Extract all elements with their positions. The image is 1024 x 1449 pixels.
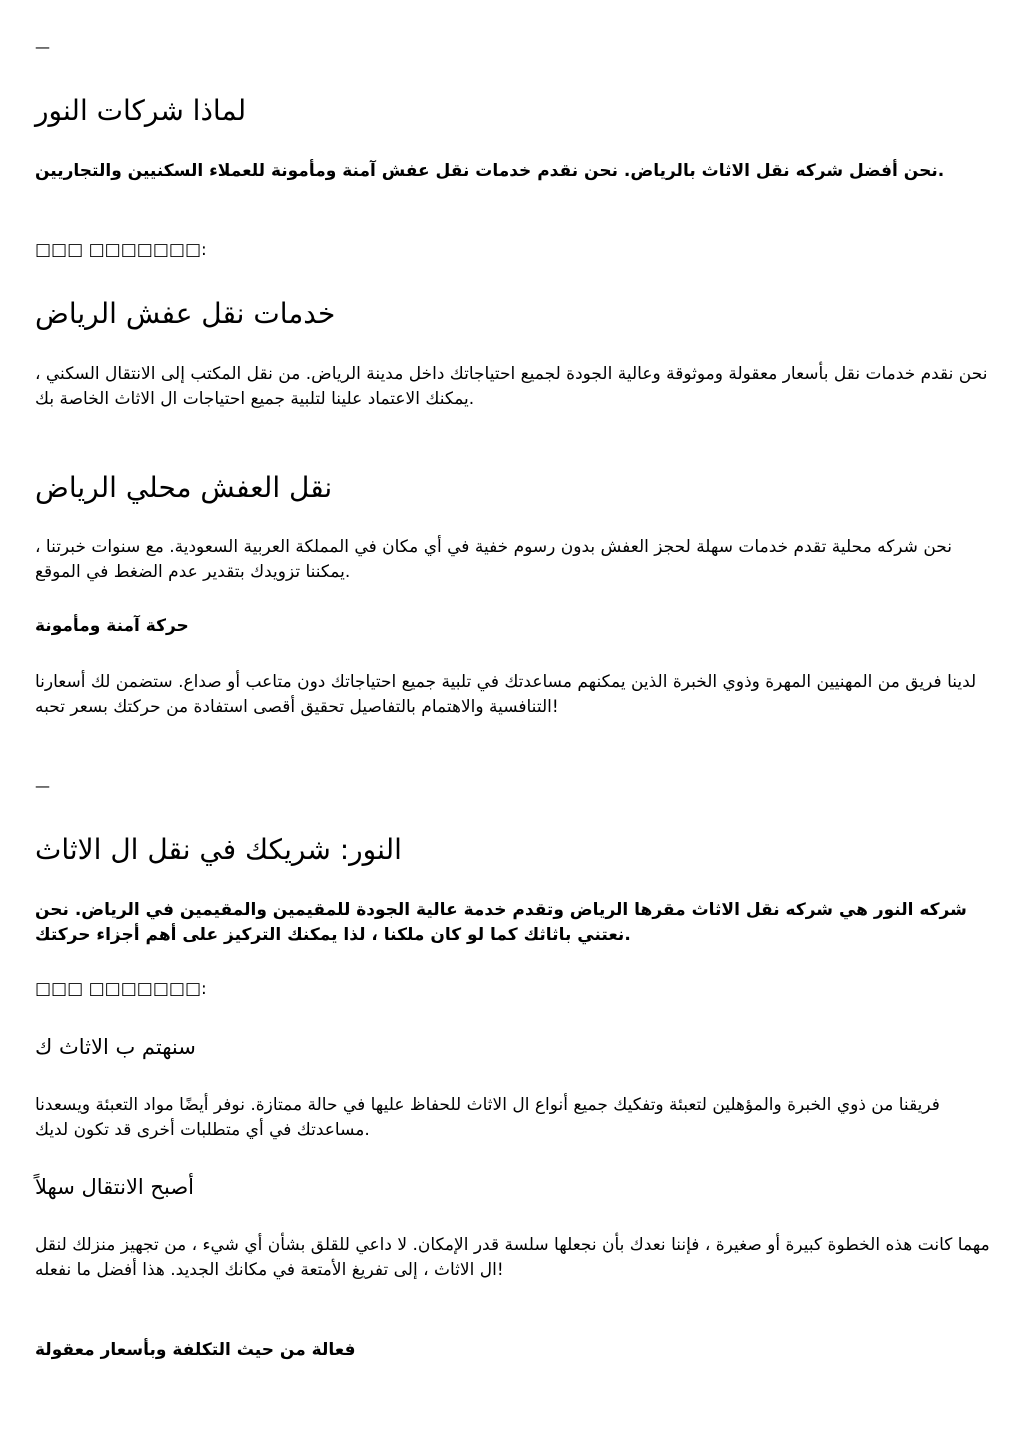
placeholder-label: □□□ □□□□□□□: <box>35 240 207 260</box>
paragraph-local-moving: نحن شركه محلية تقدم خدمات سهلة لحجز العفش بدون رسوم خفية في أي مكان في المملكة العربية السعودية. مع سنوات خبرتنا ، يمكننا تزويدك بتقدير عدم الضغط في الموقع. <box>35 537 952 582</box>
separator-middle: — <box>35 777 50 795</box>
heading-cost-effective: فعالة من حيث التكلفة وبأسعار معقولة <box>35 1340 356 1360</box>
intro-paragraph: نحن أفضل شركه نقل الاثاث بالرياض. نحن نقدم خدمات نقل عفش آمنة ومأمونة للعملاء السكنيين والتجاريين. <box>35 161 945 181</box>
heading-local-moving: نقل العفش محلي الرياض <box>35 471 333 504</box>
section-title-partner: النور: شريكك في نقل ال الاثاث <box>35 833 402 866</box>
paragraph-moving-services: نحن نقدم خدمات نقل بأسعار معقولة وموثوقة وعالية الجودة لجميع احتياجاتك داخل مدينة الرياض. من نقل المكتب إلى الانتقال السكني ، يمكنك الاعتماد علينا لتلبية جميع احتياجات ال الاثاث الخاصة بك. <box>35 364 988 409</box>
paragraph-furniture-care: فريقنا من ذوي الخبرة والمؤهلين لتعبئة وتفكيك جميع أنواع ال الاثاث للحفاظ عليها في حالة ممتازة. نوفر أيضًا مواد التعبئة ويسعدنا مساعدتك في أي متطلبات أخرى قد تكون لديك. <box>35 1095 940 1140</box>
separator-top: — <box>35 38 50 56</box>
paragraph-moving-easy: مهما كانت هذه الخطوة كبيرة أو صغيرة ، فإننا نعدك بأن نجعلها سلسة قدر الإمكان. لا داعي للقلق بشأن أي شيء ، من تجهيز منزلك لنقل ال الاثاث ، إلى تفريغ الأمتعة في مكانك الجديد. هذا أفضل ما نفعله! <box>35 1235 990 1280</box>
heading-riyadh-moving-services: خدمات نقل عفش الرياض <box>35 297 336 330</box>
paragraph-safe-move: لدينا فريق من المهنيين المهرة وذوي الخبرة الذين يمكنهم مساعدتك في تلبية جميع احتياجاتك دون متاعب أو صداع. ستضمن لك أسعارنا التنافسية والاهتمام بالتفاصيل تحقيق أقصى استفادة من حركتك بسعر تحبه! <box>35 672 977 717</box>
section-title-why-alnoor: لماذا شركات النور <box>35 94 247 127</box>
heading-moving-easy: أصبح الانتقال سهلاً <box>35 1175 194 1199</box>
partner-intro-paragraph: شركه النور هي شركه نقل الاثاث مقرها الرياض وتقدم خدمة عالية الجودة للمقيمين والمقيمين في الرياض. نحن نعتني باثاثك كما لو كان ملكنا ، لذا يمكنك التركيز على أهم أجزاء حركتك. <box>35 900 967 945</box>
heading-furniture-care: سنهتم ب الاثاث ك <box>35 1035 196 1059</box>
placeholder-label-2: □□□ □□□□□□□: <box>35 979 207 999</box>
heading-safe-move: حركة آمنة ومأمونة <box>35 616 189 636</box>
